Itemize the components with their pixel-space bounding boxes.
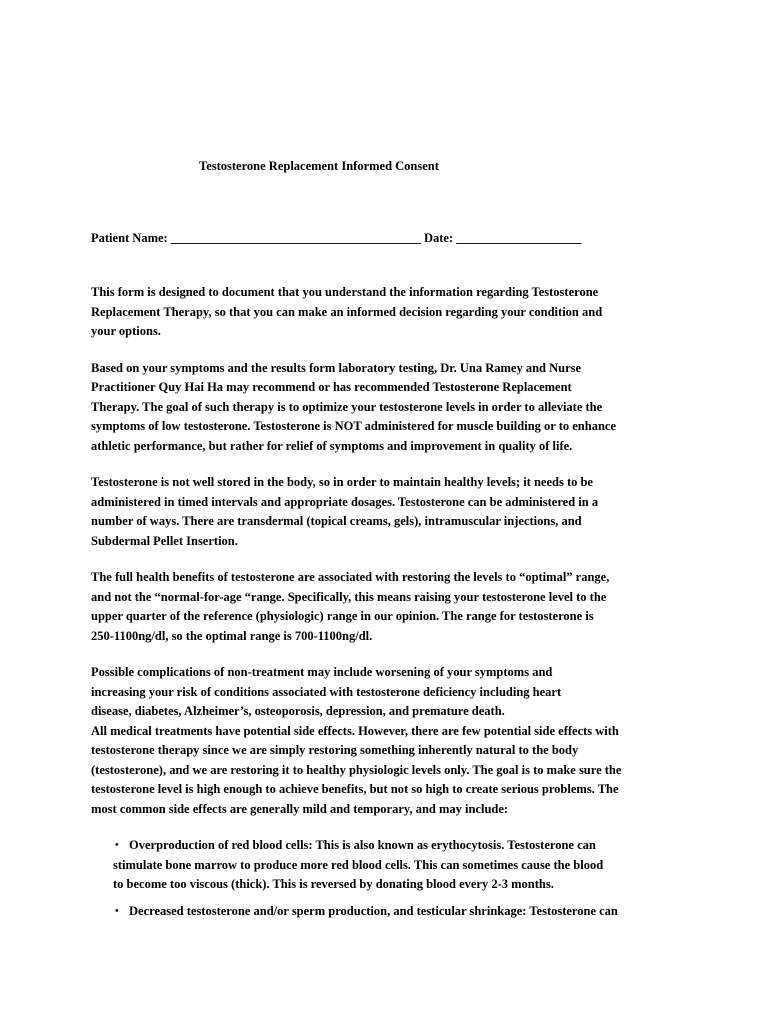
- text-line: Practitioner Quy Hai Ha may recommend or has recommended Testosterone Replacement: [91, 380, 572, 394]
- bullet-mark: •: [115, 905, 119, 917]
- text-line: upper quarter of the reference (physiologic) range in our opinion. The range for testosterone is: [91, 609, 594, 623]
- text-line: (testosterone), and we are restoring it to healthy physiologic levels only. The goal is to make sure the: [91, 762, 622, 777]
- text-line: Possible complications of non-treatment may include worsening of your symptoms and: [91, 665, 553, 679]
- paragraph-intro: [91, 283, 691, 342]
- text-line: Subdermal Pellet Insertion.: [91, 533, 238, 548]
- patient-name-date-line: Patient Name: ________________________________________ Date: ____________________: [91, 231, 582, 245]
- paragraph-recommendation: [91, 359, 691, 457]
- list-item: [91, 902, 691, 922]
- text-line: your options.: [91, 324, 161, 338]
- paragraph-complications: [91, 663, 691, 819]
- paragraph-administration: [91, 473, 691, 551]
- bullet-mark: •: [115, 840, 119, 851]
- text-line: The full health benefits of testosterone are associated with restoring the levels to “optimal” range,: [91, 570, 610, 584]
- text-line: administered in timed intervals and appropriate dosages. Testosterone can be administered in a: [91, 494, 599, 509]
- text-line: Therapy. The goal of such therapy is to optimize your testosterone levels in order to alleviate the: [91, 399, 603, 414]
- text-line: Based on your symptoms and the results form laboratory testing, Dr. Una Ramey and Nurse: [91, 360, 582, 375]
- text-line: athletic performance, but rather for relief of symptoms and improvement in quality of life.: [91, 438, 573, 453]
- side-effects-list: [91, 836, 691, 921]
- text-line: increasing your risk of conditions associated with testosterone deficiency including heart: [91, 684, 562, 699]
- text-line: disease, diabetes, Alzheimer’s, osteoporosis, depression, and premature death.: [91, 704, 505, 718]
- paragraph-optimal-range: [91, 568, 691, 646]
- text-line: Overproduction of red blood cells: This is also known as erythocytosis. Testosterone can: [129, 838, 596, 852]
- text-line: 250-1100ng/dl, so the optimal range is 700-1100ng/dl.: [91, 628, 373, 643]
- text-line: testosterone therapy since we are simply restoring something inherently natural to the body: [91, 743, 579, 757]
- text-line: most common side effects are generally mild and temporary, and may include:: [91, 801, 509, 816]
- text-line: Replacement Therapy, so that you can make an informed decision regarding your condition and: [91, 304, 603, 319]
- text-line: to become too viscous (thick). This is reversed by donating blood every 2-3 months.: [113, 877, 554, 891]
- text-line: Testosterone is not well stored in the body, so in order to maintain healthy levels; it needs to be: [91, 475, 593, 489]
- text-line: number of ways. There are transdermal (topical creams, gels), intramuscular injections, and: [91, 514, 582, 528]
- text-line: This form is designed to document that you understand the information regarding Testosterone: [91, 285, 599, 299]
- document-title: Testosterone Replacement Informed Consent: [199, 159, 439, 173]
- text-line: symptoms of low testosterone. Testosterone is NOT administered for muscle building or to enhance: [91, 419, 617, 433]
- text-line: and not the “normal-for-age “range. Specifically, this means raising your testosterone level to the: [91, 589, 607, 604]
- text-line: All medical treatments have potential side effects. However, there are few potential side effects with: [91, 723, 619, 738]
- text-line: testosterone level is high enough to achieve benefits, but not so high to create serious problems. The: [91, 782, 619, 796]
- text-line: stimulate bone marrow to produce more red blood cells. This can sometimes cause the blood: [113, 857, 604, 872]
- document-body: [91, 283, 691, 928]
- text-line: Decreased testosterone and/or sperm production, and testicular shrinkage: Testosterone can: [129, 903, 618, 918]
- list-item: [91, 836, 691, 895]
